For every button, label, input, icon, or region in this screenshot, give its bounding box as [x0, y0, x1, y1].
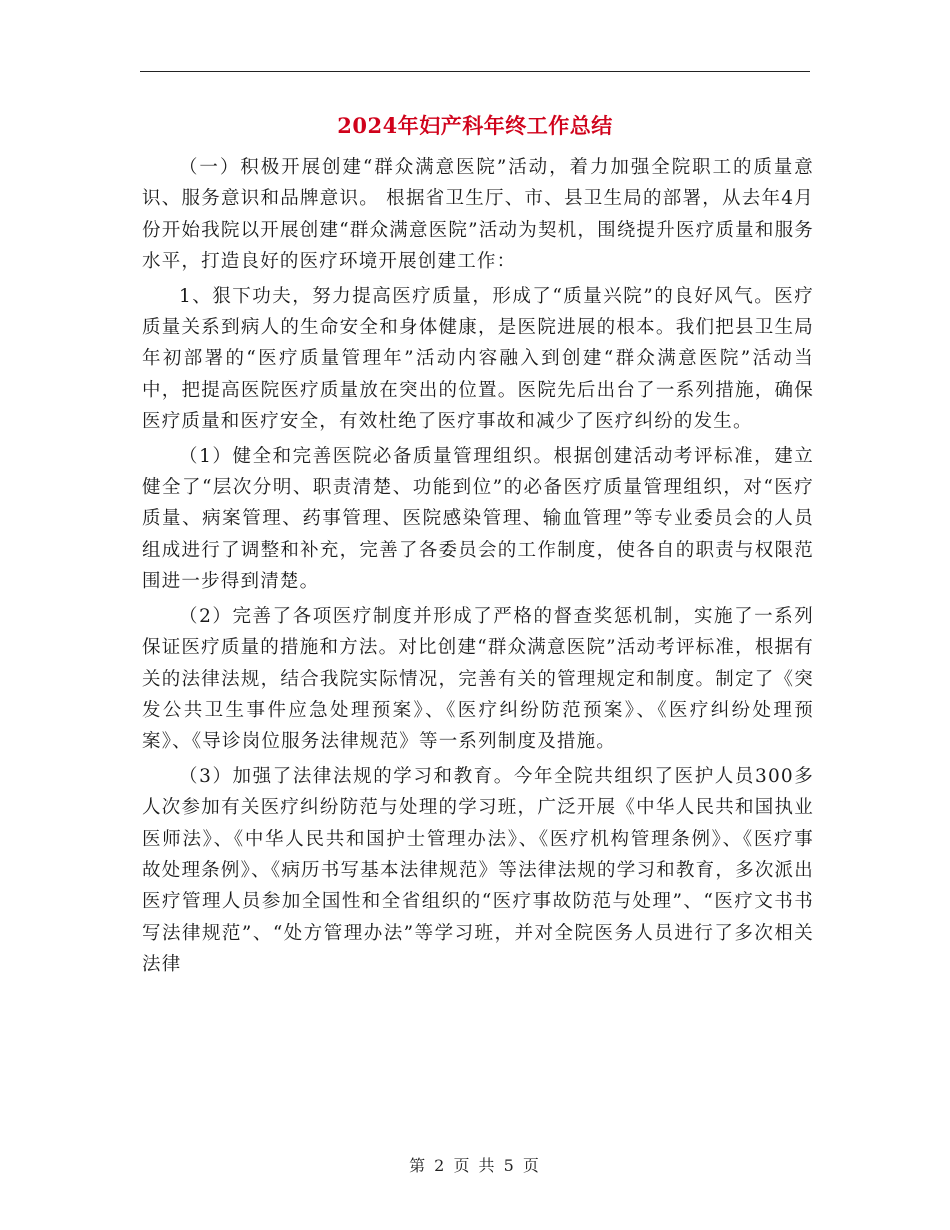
paragraph-1: 1、狠下功夫，努力提高医疗质量，形成了“质量兴院”的良好风气。医疗质量关系到病人的生命安全和身体健康，是医院进展的根本。我们把县卫生局年初部署的“医疗质量管理年”活动内容融入到创建“群众满意医院”活动当中，把提高医院医疗质量放在突出的位置。医院先后出台了一系列措施，确保医疗质量和医疗安全，有效杜绝了医疗事故和减少了医疗纠纷的发生。	[142, 285, 814, 433]
paragraph-1-3: （3）加强了法律法规的学习和教育。今年全院共组织了医护人员300多人次参加有关医疗纠纷防范与处理的学习班，广泛开展《中华人民共和国执业医师法》、《中华人民共和国护士管理办法》、《医疗机构管理条例》、《医疗事故处理条例》、《病历书写基本法律规范》等法律法规的学习和教育，多次派出医疗管理人员参加全国性和全省组织的“医疗事故防范与处理”、“医疗文书书写法律规范”、“处方管理办法”等学习班，并对全院医务人员进行了多次相关法律	[142, 765, 814, 976]
paragraph-1-2: （2）完善了各项医疗制度并形成了严格的督查奖惩机制，实施了一系列保证医疗质量的措施和方法。对比创建“群众满意医院”活动考评标准，根据有关的法律法规，结合我院实际情况，完善有关的管理规定和制度。制定了《突发公共卫生事件应急处理预案》、《医疗纠纷防范预案》、《医疗纠纷处理预案》、《导诊岗位服务法律规范》等一系列制度及措施。	[142, 605, 814, 753]
paragraph-1-1: （1）健全和完善医院必备质量管理组织。根据创建活动考评标准，建立健全了“层次分明、职责清楚、功能到位”的必备医疗质量管理组织，对“医疗质量、病案管理、药事管理、医院感染管理、输血管理”等专业委员会的人员组成进行了调整和补充，完善了各委员会的工作制度，使各自的职责与权限范围进一步得到清楚。	[142, 445, 814, 593]
document-title: 2024年妇产科年终工作总结	[337, 113, 613, 138]
page-footer: 第 2 页 共 5 页	[409, 1156, 541, 1175]
document-body	[142, 152, 814, 984]
paragraph-intro: （一）积极开展创建“群众满意医院”活动，着力加强全院职工的质量意识、服务意识和品牌意识。 根据省卫生厅、市、县卫生局的部署，从去年4月份开始我院以开展创建“群众满意医院”活动为契机，围绕提升医疗质量和服务水平，打造良好的医疗环境开展创建工作：	[142, 157, 814, 273]
header-rule	[140, 71, 810, 72]
